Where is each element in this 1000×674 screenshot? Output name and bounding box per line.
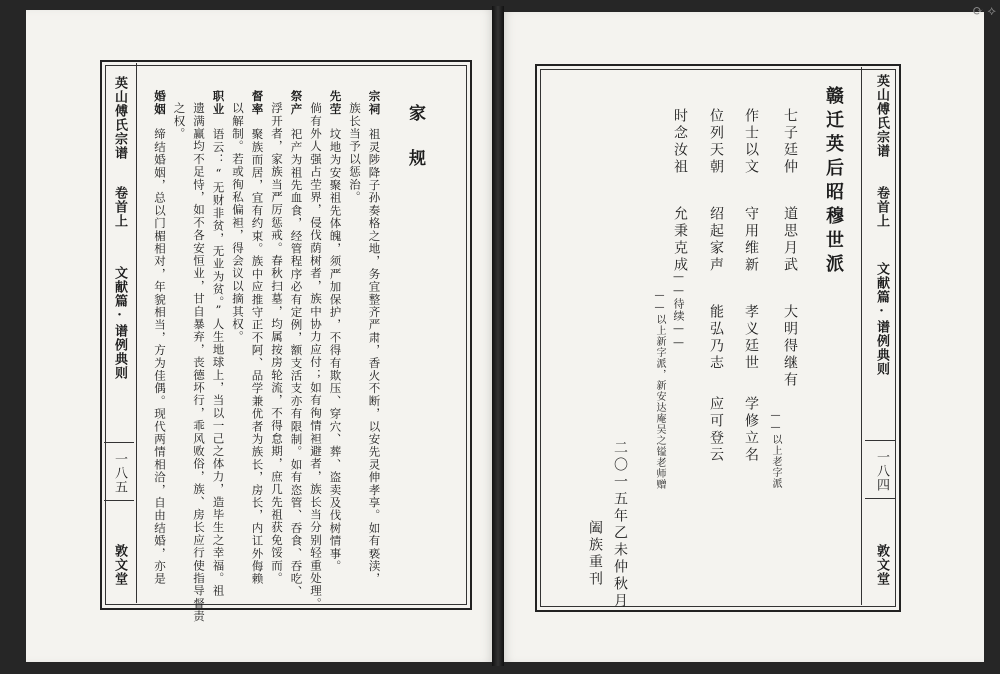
generation-names-title: 赣迁英后昭穆世派 xyxy=(823,86,844,278)
rule-heading: 督率 xyxy=(250,90,265,116)
corner-marks-icon: ⟳ ⟡ xyxy=(972,4,996,19)
rule-heading: 婚姻 xyxy=(153,90,167,116)
rule-column xyxy=(329,90,341,573)
generation-name-group: 道思月武 xyxy=(782,206,798,274)
generation-name-group: 七子廷仲 xyxy=(782,108,798,176)
footer-date: 二〇一五年乙未仲秋月 xyxy=(612,440,628,610)
rule-text: 倘有外人强占茔界，侵伐荫树者，族中协力应付；如有徇情袒避者，族长当分别轻重处理。 xyxy=(309,102,323,610)
left-band-book-title: 英山傅氏宗谱 xyxy=(112,76,127,160)
left-band-section: 文献篇·谱例典则 xyxy=(112,266,127,380)
right-page-number: 一八四 xyxy=(874,450,889,492)
right-band-volume: 卷首上 xyxy=(874,186,889,228)
rule-text: 语云：“无财非贫，无业为贫。”人生地球上，当以一己之体力，造毕生之幸福。祖 xyxy=(211,128,226,598)
rule-column xyxy=(368,90,380,585)
rule-text: 坟地为安聚祖先体魄，须严加保护，不得有欺压、穿穴、葬、盗卖及伐树情事。 xyxy=(328,128,343,573)
rule-text: 祀产为祖先血食，经管程序必有定例，额支活支亦有限制。如有恣管、吞食、吞吃、 xyxy=(289,128,304,599)
rule-text: 族长当予以惩治。 xyxy=(348,102,362,204)
generation-name-group: ——待续—— xyxy=(672,270,685,350)
rule-column xyxy=(271,102,283,585)
rule-heading: 职业 xyxy=(211,90,226,116)
note-old-names: ——以上老字派 xyxy=(770,410,781,489)
rule-heading: 宗祠 xyxy=(367,90,382,116)
left-band-hall-name: 敦文堂 xyxy=(112,544,127,586)
rule-text: 之权。 xyxy=(172,102,187,141)
generation-name-group: 绍起家声 xyxy=(708,206,724,274)
generation-name-group: 大明得继有 xyxy=(782,304,798,389)
generation-name-group: 孝义廷世 xyxy=(743,304,759,372)
rule-text: 缔结婚姻，总以门楣相对，年貌相当，方为佳偶。现代两情相洽，自由结婚，亦是 xyxy=(153,128,167,586)
generation-name-group: 作士以文 xyxy=(743,108,759,176)
left-page-number: 一八五 xyxy=(112,452,127,494)
rule-heading: 祭产 xyxy=(289,90,304,116)
generation-name-group: 时念汝祖 xyxy=(672,108,688,176)
rule-text: 聚族而居，宜有约束。族中应推守正不阿、品学兼优者为族长，房长，内讧外侮赖 xyxy=(250,128,265,586)
left-band-volume: 卷首上 xyxy=(112,186,127,228)
rule-text: 浮开者，家族当严厉惩戒。春秋扫墓，均属按房轮流，不得怠期，庶几先祖获免馁而。 xyxy=(270,102,284,585)
generation-name-group: 守用维新 xyxy=(743,206,759,274)
right-band-section: 文献篇·谱例典则 xyxy=(874,262,889,376)
rule-column xyxy=(290,90,302,598)
generation-name-group: 位列天朝 xyxy=(708,108,724,176)
rule-text: 以解制。若或徇私偏袒，得会议以摘其权。 xyxy=(231,102,245,344)
rule-column xyxy=(310,102,322,610)
rule-column xyxy=(232,102,244,343)
rule-column xyxy=(349,102,361,204)
rule-text: 遗满赢均不足恃，如不各安恒业，甘自暴弃，丧德坏行，乖风败俗，族、房长应行使指导督责 xyxy=(192,102,206,623)
family-rules-heading: 家规 xyxy=(405,104,425,194)
footer-sign: 阖族重刊 xyxy=(587,520,603,588)
generation-name-group: 能弘乃志 xyxy=(708,304,724,372)
right-band-book-title: 英山傅氏宗谱 xyxy=(874,74,889,158)
rule-column xyxy=(212,90,224,597)
rule-column xyxy=(173,102,185,140)
rule-column xyxy=(251,90,263,585)
rule-heading: 先茔 xyxy=(328,90,343,116)
rule-text: 祖灵陟降子孙奏格之地，务宜整齐严肃，香火不断，以安先灵伸孝享。如有亵渎， xyxy=(367,128,382,586)
rule-column xyxy=(192,102,206,623)
generation-name-group: 学修立名 xyxy=(743,396,759,464)
generation-name-group: 允秉克成 xyxy=(672,206,688,274)
generation-name-group: 应可登云 xyxy=(708,396,724,464)
note-new-names: ——以上新字派，新安达庵吴之镒老师赠 xyxy=(654,290,665,490)
right-band-hall-name: 敦文堂 xyxy=(874,544,889,586)
rule-column xyxy=(154,90,166,585)
book-gutter xyxy=(492,6,504,666)
